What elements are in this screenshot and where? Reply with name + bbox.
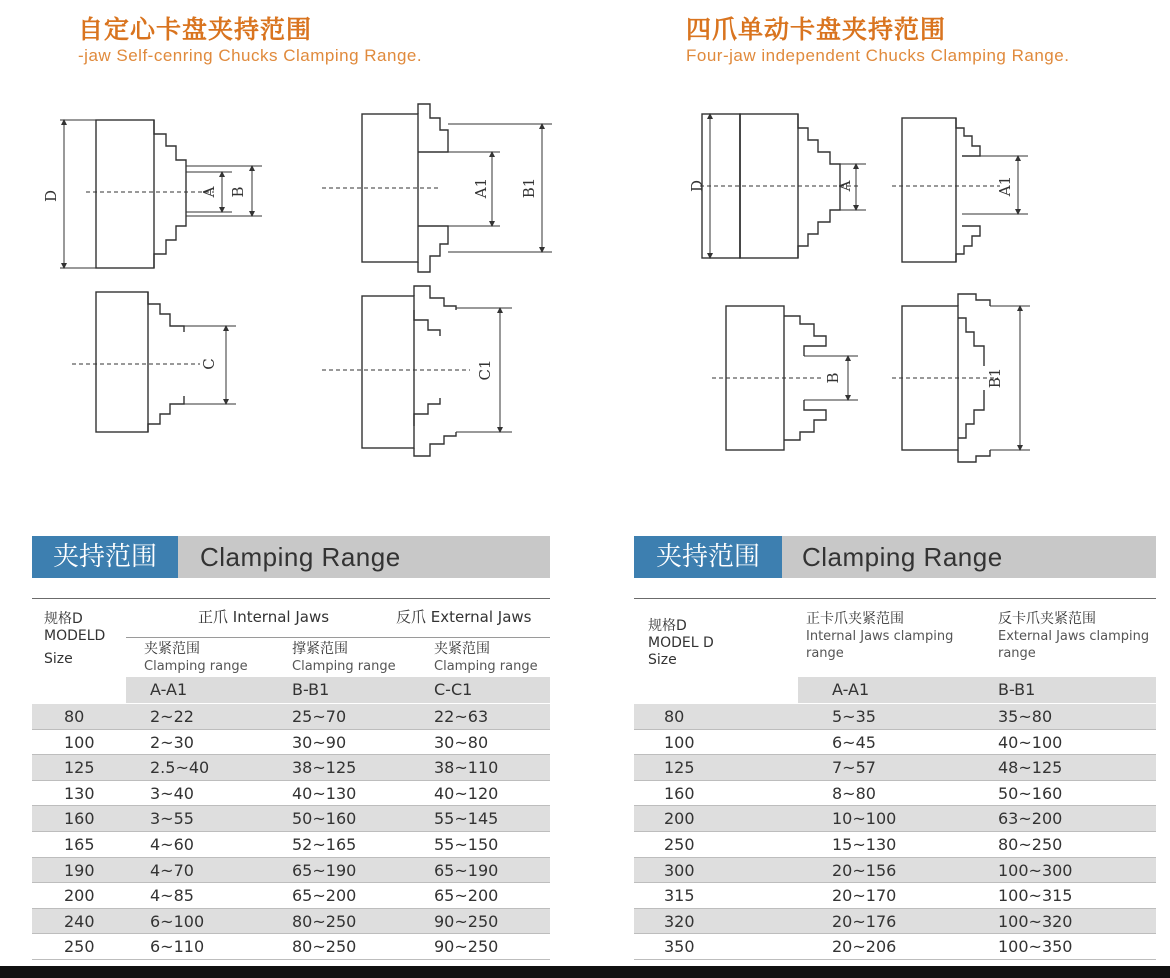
table-cell: 50~160 [998,783,1063,803]
table-cell: 10~100 [832,809,897,829]
table-cell: 80 [664,707,685,726]
table-row [634,755,1156,781]
table-cell: 65~190 [434,860,499,880]
right-header-col1: 正卡爪夹紧范围 Internal Jaws clamping range [806,611,954,661]
table-cell: 48~125 [998,758,1063,778]
table-cell: 130 [64,783,95,803]
table-cell: 20~156 [832,860,897,880]
table-cell: 30~80 [434,732,489,752]
table-cell: 40~120 [434,783,499,803]
table-cell: 6~100 [150,911,205,931]
table-row [634,909,1156,935]
table-row [32,755,550,781]
table-cell: 20~170 [832,886,897,906]
left-code3: C-C1 [434,680,473,699]
left-header-internal: 正爪 Internal Jaws [198,608,330,626]
table-row [634,934,1156,960]
label-A-left: A [200,186,218,198]
table-cell: 7~57 [832,758,876,778]
label-A1-right: A1 [996,175,1014,197]
table-cell: 250 [664,835,695,854]
right-code1: A-A1 [832,680,870,699]
right-band-en: Clamping Range [802,542,1003,572]
table-cell: 55~145 [434,809,499,829]
table-cell: 6~45 [832,732,876,752]
table-cell: 90~250 [434,937,499,957]
table-cell: 300 [664,860,695,880]
table-cell: 65~200 [292,886,357,906]
table-cell: 4~60 [150,835,194,854]
table-cell: 350 [664,937,695,957]
label-D-right: D [688,179,706,193]
table-cell: 250 [64,937,95,957]
label-B-left: B [229,186,247,198]
left-header-col1: 夹紧范围 Clamping range [144,641,248,674]
table-cell: 190 [64,860,95,880]
table-row [634,781,1156,807]
table-cell: 100 [664,732,695,752]
table-cell: 315 [664,886,695,906]
table-cell: 22~63 [434,707,489,726]
table-cell: 2.5~40 [150,758,210,778]
table-cell: 3~55 [150,809,194,829]
table-cell: 3~40 [150,783,194,803]
table-cell: 55~150 [434,835,499,854]
table-cell: 80~250 [292,937,357,957]
table-cell: 15~130 [832,835,897,854]
right-band-cn: 夹持范围 [634,536,782,578]
left-section-band [32,536,550,578]
label-A1-left: A1 [472,177,490,199]
table-cell: 80~250 [292,911,357,931]
table-cell: 4~85 [150,886,194,906]
table-row [32,730,550,756]
right-title-en: Four-jaw independent Chucks Clamping Range. [686,46,1070,65]
label-D-left: D [42,189,60,203]
table-cell: 8~80 [832,783,876,803]
label-B1-left: B1 [520,177,538,199]
table-cell: 125 [64,758,95,778]
table-row [634,730,1156,756]
table-cell: 50~160 [292,809,357,829]
left-band-en: Clamping Range [200,542,401,572]
table-row [634,806,1156,832]
table-row [32,806,550,832]
table-row [32,934,550,960]
label-B-right: B [824,372,842,384]
table-row [32,858,550,884]
right-code2: B-B1 [998,680,1036,699]
table-cell: 2~30 [150,732,194,752]
diagram-4jaw-external-b1 [892,294,1030,462]
table-cell: 25~70 [292,707,347,726]
table-row [32,704,550,730]
table-cell: 40~100 [998,732,1063,752]
left-band-cn: 夹持范围 [32,536,178,578]
label-C1-left: C1 [476,359,494,381]
left-code1: A-A1 [150,680,188,699]
left-header-size: 规格D MODELD Size [44,611,106,667]
table-row [32,832,550,858]
table-cell: 38~125 [292,758,357,778]
left-title-cn: 自定心卡盘夹持范围 [78,15,313,44]
table-cell: 20~176 [832,911,897,931]
table-cell: 80 [64,707,85,726]
right-section-band [634,536,1156,578]
left-title-en: -jaw Self-cenring Chucks Clamping Range. [78,46,423,65]
table-row [32,883,550,909]
table-cell: 35~80 [998,707,1053,726]
table-row [32,909,550,935]
table-cell: 160 [64,809,95,829]
label-B1-right: B1 [986,367,1004,389]
table-cell: 125 [664,758,695,778]
table-cell: 90~250 [434,911,499,931]
table-cell: 65~190 [292,860,357,880]
table-row [634,832,1156,858]
table-cell: 100~300 [998,860,1073,880]
left-header-external: 反爪 External Jaws [396,608,532,626]
table-cell: 20~206 [832,937,897,957]
label-A-right: A [836,180,854,192]
right-header-col2: 反卡爪夹紧范围 External Jaws clamping range [998,611,1150,661]
table-cell: 2~22 [150,707,194,726]
label-C-left: C [200,358,218,370]
left-code2: B-B1 [292,680,330,699]
table-cell: 63~200 [998,809,1063,829]
table-cell: 52~165 [292,835,357,854]
table-row [634,704,1156,730]
table-cell: 6~110 [150,937,205,957]
table-cell: 100~320 [998,911,1073,931]
table-cell: 30~90 [292,732,347,752]
table-row [634,858,1156,884]
table-cell: 200 [664,809,695,829]
table-cell: 4~70 [150,860,194,880]
table-cell: 100~315 [998,886,1073,906]
table-cell: 100 [64,732,95,752]
table-row [634,883,1156,909]
left-header-col3: 夹紧范围 Clamping range [434,641,538,674]
diagram-3jaw-internal-b1 [322,104,552,272]
left-code-bar [126,677,550,703]
table-row [32,781,550,807]
table-cell: 40~130 [292,783,357,803]
table-cell: 160 [664,783,695,803]
table-cell: 240 [64,911,95,931]
table-cell: 38~110 [434,758,499,778]
bottom-edge-bar [0,966,1170,978]
table-cell: 165 [64,835,95,854]
table-cell: 200 [64,886,95,906]
left-header-col2: 撑紧范围 Clamping range [292,641,396,674]
table-cell: 320 [664,911,695,931]
table-cell: 5~35 [832,707,876,726]
table-cell: 80~250 [998,835,1063,854]
table-cell: 65~200 [434,886,499,906]
right-header-size: 规格D MODEL D Size [648,618,714,668]
right-title-cn: 四爪单动卡盘夹持范围 [686,15,947,44]
table-cell: 100~350 [998,937,1073,957]
